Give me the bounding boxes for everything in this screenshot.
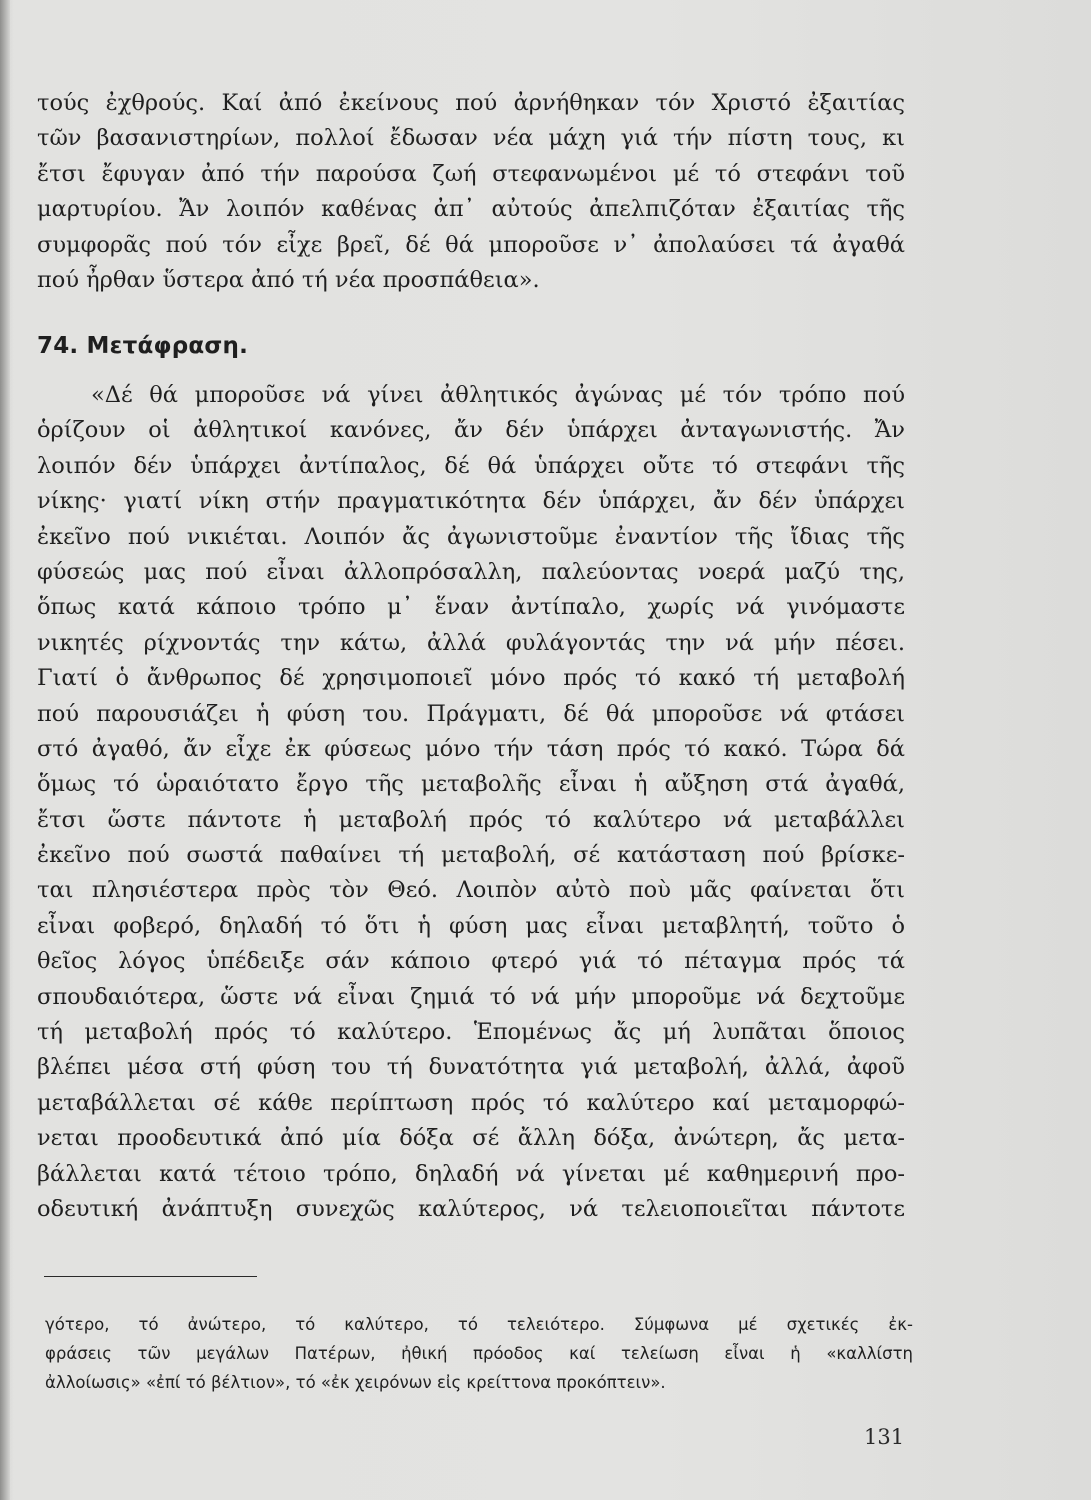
text-line: εἶναι φοβερό, δηλαδή τό ὅτι ἡ φύση μας εἶναι μεταβλητή, τοῦτο ὁ bbox=[37, 912, 905, 939]
text-line: συμφορᾶς πού τόν εἶχε βρεῖ, δέ θά μποροῦσε ν᾽ ἀπολαύσει τά ἀγαθά bbox=[37, 231, 905, 258]
text-line: τή μεταβολή πρός τό καλύτερο. Ἑπομένως ἄς μή λυπᾶται ὅποιος bbox=[37, 1019, 905, 1046]
text-line: «Δέ θά μποροῦσε νά γίνει ἀθλητικός ἀγώνας μέ τόν τρόπο πού bbox=[91, 382, 905, 408]
text-line: τούς ἐχθρούς. Καί ἀπό ἐκείνους πού ἀρνήθηκαν τόν Χριστό ἐξαιτίας bbox=[37, 90, 905, 116]
text-line: θεῖος λόγος ὑπέδειξε σάν κάποιο φτερό γιά τό πέταγμα πρός τά bbox=[37, 948, 905, 975]
text-line: οδευτική ἀνάπτυξη συνεχῶς καλύτερος, νά τελειοποιεῖται πάντοτε bbox=[37, 1195, 905, 1222]
page-number: 131 bbox=[864, 1425, 905, 1449]
text-line: πού παρουσιάζει ἡ φύση του. Πράγματι, δέ θά μποροῦσε νά φτάσει bbox=[37, 700, 905, 727]
text-line: σπουδαιότερα, ὥστε νά εἶναι ζημιά τό νά μήν μποροῦμε νά δεχτοῦμε bbox=[37, 983, 905, 1010]
text-line: ται πλησιέστερα πρὸς τὸν Θεό. Λοιπὸν αὐτὸ ποὺ μᾶς φαίνεται ὅτι bbox=[37, 877, 905, 904]
text-line: φύσεώς μας πού εἶναι ἀλλοπρόσαλλη, παλεύοντας νοερά μαζύ της, bbox=[37, 558, 905, 585]
text-line: νίκης· γιατί νίκη στήν πραγματικότητα δέν ὑπάρχει, ἄν δέν ὑπάρχει bbox=[37, 488, 905, 515]
text-line: νικητές ρίχνοντάς την κάτω, ἀλλά φυλάγοντάς την νά μήν πέσει. bbox=[37, 629, 905, 656]
continuation-paragraph bbox=[37, 86, 905, 298]
text-line: ἔτσι ἔφυγαν ἀπό τήν παρούσα ζωή στεφανωμένοι μέ τό στεφάνι τοῦ bbox=[37, 160, 905, 187]
text-line: ἔτσι ὥστε πάντοτε ἡ μεταβολή πρός τό καλύτερο νά μεταβάλλει bbox=[37, 806, 905, 833]
text-line: ἐκεῖνο πού σωστά παθαίνει τή μεταβολή, σέ κατάσταση πού βρίσκε- bbox=[37, 842, 905, 869]
footnote-line: γότερο, τό ἀνώτερο, τό καλύτερο, τό τελειότερο. Σύμφωνα μέ σχετικές ἐκ- bbox=[45, 1315, 913, 1334]
text-line: ὅμως τό ὡραιότατο ἔργο τῆς μεταβολῆς εἶναι ἡ αὔξηση στά ἀγαθά, bbox=[37, 771, 905, 798]
footnote bbox=[45, 1310, 913, 1397]
text-line: βλέπει μέσα στή φύση του τή δυνατότητα γιά μεταβολή, ἀλλά, ἀφοῦ bbox=[37, 1054, 905, 1081]
text-line: στό ἀγαθό, ἄν εἶχε ἐκ φύσεως μόνο τήν τάση πρός τό κακό. Τώρα δά bbox=[37, 735, 905, 762]
text-line: Γιατί ὁ ἄνθρωπος δέ χρησιμοποιεῖ μόνο πρός τό κακό τή μεταβολή bbox=[37, 665, 905, 692]
footnote-line: ἀλλοίωσις» «ἐπί τό βέλτιον», τό «ἐκ χειρόνων εἰς κρείττονα προκόπτειν». bbox=[45, 1373, 666, 1392]
footnote-line: φράσεις τῶν μεγάλων Πατέρων, ἠθική πρόοδος καί τελείωση εἶναι ἡ «καλλίστη bbox=[45, 1344, 913, 1363]
binding-shadow bbox=[0, 0, 10, 1500]
text-line: πού ἦρθαν ὕστερα ἀπό τή νέα προσπάθεια». bbox=[37, 266, 540, 293]
text-line: μαρτυρίου. Ἄν λοιπόν καθένας ἀπ᾽ αὐτούς ἀπελπιζόταν ἐξαιτίας τῆς bbox=[37, 196, 905, 223]
footnote-divider bbox=[44, 1276, 257, 1277]
text-line: ὁρίζουν οἱ ἀθλητικοί κανόνες, ἄν δέν ὑπάρχει ἀνταγωνιστής. Ἄν bbox=[37, 417, 905, 444]
text-line: νεται προοδευτικά ἀπό μία δόξα σέ ἄλλη δόξα, ἀνώτερη, ἄς μετα- bbox=[37, 1125, 905, 1152]
text-line: ἐκεῖνο πού νικιέται. Λοιπόν ἄς ἀγωνιστοῦμε ἐναντίον τῆς ἴδιας τῆς bbox=[37, 523, 905, 550]
section-heading: 74. Μετάφραση. bbox=[37, 333, 249, 359]
text-line: μεταβάλλεται σέ κάθε περίπτωση πρός τό καλύτερο καί μεταμορφώ- bbox=[37, 1089, 905, 1116]
text-line: τῶν βασανιστηρίων, πολλοί ἔδωσαν νέα μάχη γιά τήν πίστη τους, κι bbox=[37, 125, 905, 152]
section-paragraph bbox=[37, 378, 905, 1227]
text-line: ὅπως κατά κάποιο τρόπο μ᾽ ἕναν ἀντίπαλο, χωρίς νά γινόμαστε bbox=[37, 594, 905, 621]
text-line: λοιπόν δέν ὑπάρχει ἀντίπαλος, δέ θά ὑπάρχει οὔτε τό στεφάνι τῆς bbox=[37, 452, 905, 479]
text-line: βάλλεται κατά τέτοιο τρόπο, δηλαδή νά γίνεται μέ καθημερινή προ- bbox=[37, 1160, 905, 1187]
